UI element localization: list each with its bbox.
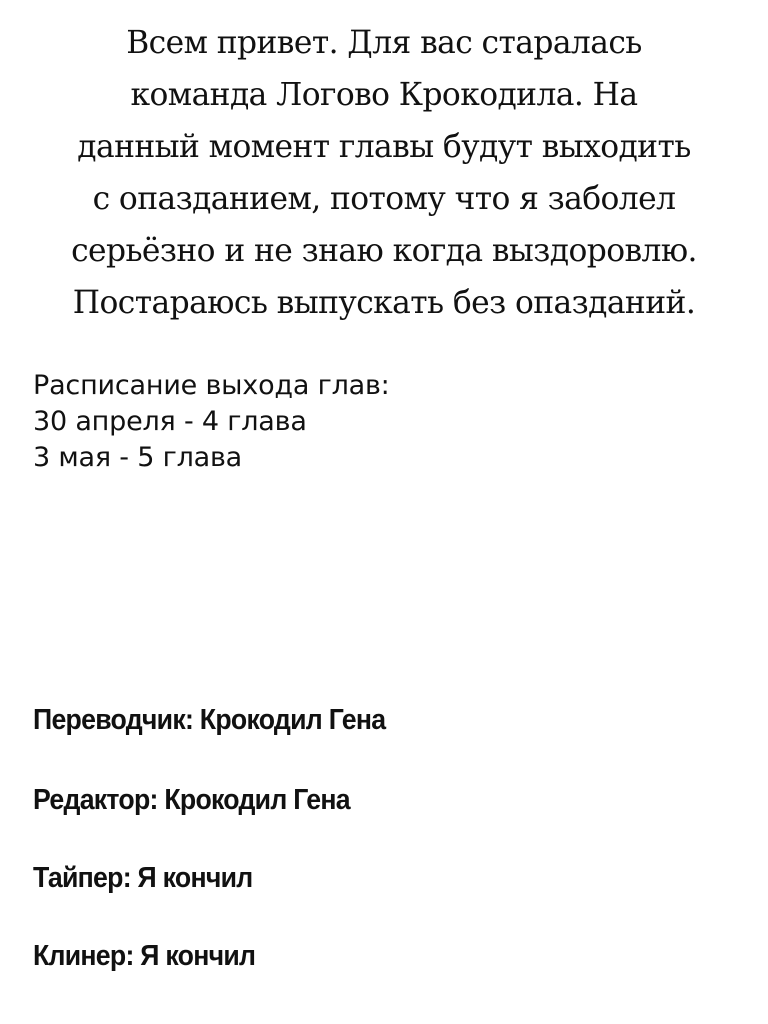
- announcement-line: Всем привет. Для вас старалась: [126, 23, 642, 61]
- schedule-title: Расписание выхода глав:: [33, 370, 390, 401]
- announcement-line: данный момент главы будут выходить: [77, 127, 691, 165]
- credit-translator: Переводчик: Крокодил Гена: [33, 704, 386, 736]
- announcement-line: Постараюсь выпускать без опазданий.: [72, 283, 696, 321]
- credit-cleaner: Клинер: Я кончил: [33, 940, 256, 972]
- announcement-line: с опазданием, потому что я заболел: [92, 179, 676, 217]
- schedule-item: 3 мая - 5 глава: [33, 442, 243, 473]
- announcement-line: серьёзно и не знаю когда выздоровлю.: [71, 231, 697, 269]
- credit-typesetter: Тайпер: Я кончил: [33, 862, 253, 894]
- announcement-line: команда Логово Крокодила. На: [130, 75, 638, 113]
- announcement-text: [0, 16, 768, 328]
- credit-editor: Редактор: Крокодил Гена: [33, 784, 350, 816]
- release-schedule: [33, 368, 390, 476]
- schedule-item: 30 апреля - 4 глава: [33, 406, 307, 437]
